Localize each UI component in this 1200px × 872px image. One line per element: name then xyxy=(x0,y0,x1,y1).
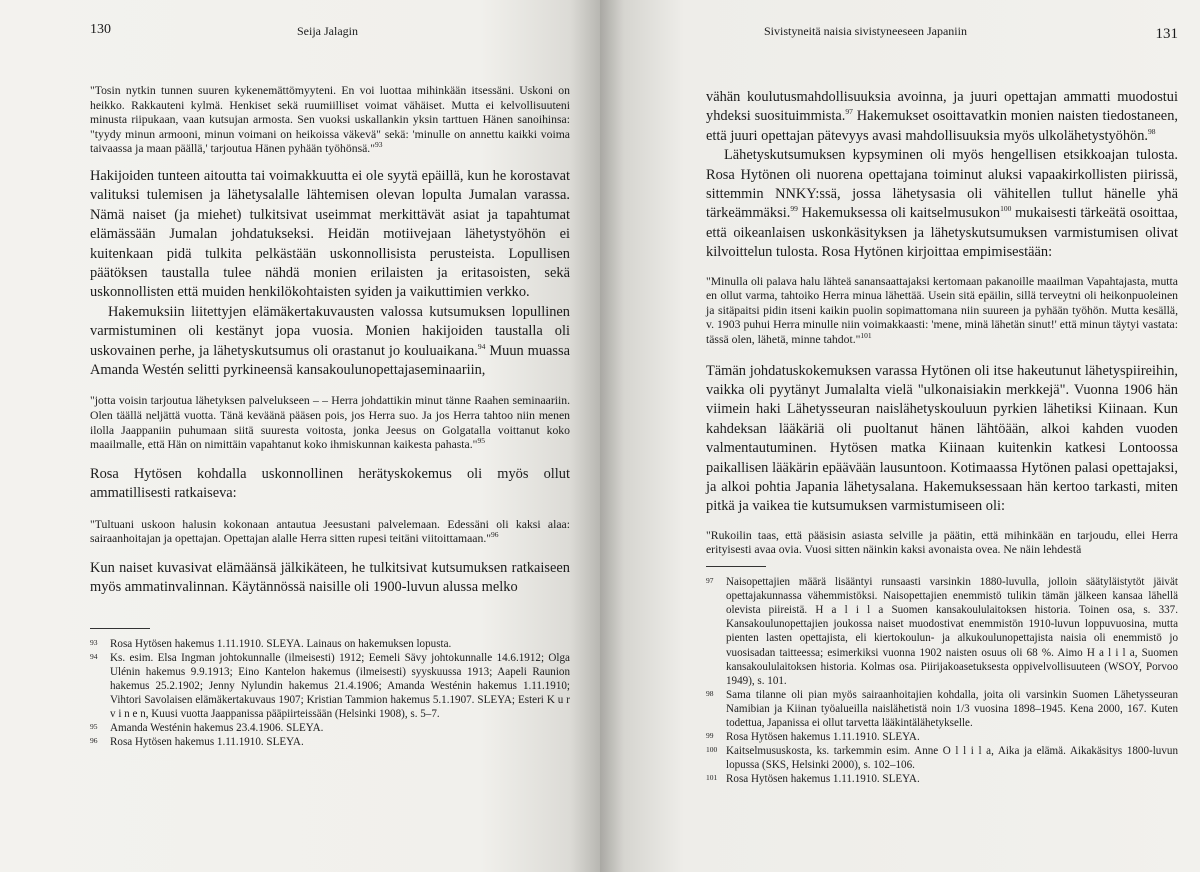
footnote: 93 Rosa Hytösen hakemus 1.11.1910. SLEYA. Lainaus on hakemuksen lopusta. xyxy=(90,637,452,650)
left-page-number: 130 xyxy=(90,22,111,37)
right-paragraph-3: Tämän johdatuskokemuksen varassa Hytönen oli itse hakeutunut lähetyspiireihin, vaikka oli pyytänyt Jumalalta vielä "ulkonaisiakin merkkejä". Vuonna 1906 hän viimein haki Lähetysseuran naislähetyskouluun pyrkien lähetiksi Kiinaan. Kun kahdeksan lääkäriä oli puoltanut hänen lähtöään, alkoi kahden vuoden valmentautuminen. Hytösen matka Kiinaan kuitenkin katkesi Lontoossa paikallisen lääkärin epäävään lausuntoon. Kotimaassa Hytönen palasi opettajaksi, ja alkoi pohtia Japania lähetysalana. Hakemuksessaan hän kertoo tarkasti, miten pitkä ja vaikea tie kutsumuksen varmistumiseen oli: xyxy=(706,362,1178,515)
footnote-ref: 95 xyxy=(477,436,485,446)
footnote: 99 Rosa Hytösen hakemus 1.11.1910. SLEYA. xyxy=(706,731,920,744)
right-footnotes xyxy=(706,575,1178,786)
right-paragraph-2: Lähetyskutsumuksen kypsyminen oli myös hengellisen etsikkoajan tulosta. Rosa Hytönen oli nuorena opettajana toiminut aluksi vapaakirkollisten piirissä, sittemmin NNKY:ssä, jossa lähetysasia oli vähitellen tullut hänelle yhä tärkeämmäksi.$^{99}$ Hakemuksessa oli kaitselmusukon$^{100}$ mukaisesti tärkeätä osoittaa, että oikeanlaisen uskonkäsityksen ja lähetyskutsumuksen varmistumisen olivat kilvoittelun tulosta. Rosa Hytönen kirjoittaa empimisestään: xyxy=(706,147,1178,261)
footnote: 96 Rosa Hytösen hakemus 1.11.1910. SLEYA. xyxy=(90,736,304,749)
right-paragraph-1: vähän koulutusmahdollisuuksia avoinna, ja juuri opettajan ammatti muodostui yhdeksi suosituimmista.$^{97}$ Hakemukset osoittavatkin monien naisten tiedostaneen, että juuri opettajan pätevyys avasi mahdollisuuksia myös ulkolähetystyöhön.$^{98}$ xyxy=(706,89,1178,144)
left-quote-1: "Tosin nytkin tunnen suuren kykenemättömyyteni. En voi luottaa mihinkään itsessäni. Uskoni on heikko. Rakkauteni kylmä. Henkiset sekä ruumiilliset voimat vähäiset. Mutta ei kelvollisuuteni minusta riipukaan, vaan kutsujan armosta. Sen vuoksi uskallankin yksin tarttuen Hänen sanoihinsa: "tyydy minun armooni, minun voimani on heikoissa väkevä" sekä: 'minulle on annettu kaikki voima taivaassa ja maan päällä,' tarjoutua Hänen pyhään työhönsä."$^{93}$ xyxy=(90,84,570,156)
footnote-ref: 100 xyxy=(1000,204,1012,214)
left-running-head xyxy=(90,20,570,50)
footnote: 94 Ks. esim. Elsa Ingman johtokunnalle (ilmeisesti) 1912; Eemeli Sävy johtokunnalle 14.6.1912; Olga Ulénin hakemus 9.9.1913; Eino Kantelon hakemus (ilmeisesti) syyskuussa 1913; Aapeli Raunion hakemus 25.2.1902; Jenny Nylundin hakemus 21.4.1906; Amanda Westénin hakemus 1.11.1910; Vihtori Savolaisen elämäkertakuvaus 1907; Kristian Tammion hakemus 5.1.1907. SLEYA; Esteri K u r v i n e n, Kuusi vuotta Jaappanissa pääpiirteissään (Helsinki 1908), s. 5–7. xyxy=(90,651,570,721)
right-quote-2: "Rukoilin taas, että pääsisin asiasta selville ja päätin, että mihinkään en tarjoudu, ellei Herra erityisesti avaa ovia. Vuosi sitten näinkin kaksi avonaista ovea. Ne näin lehdestä xyxy=(706,528,1178,557)
right-page xyxy=(600,0,1200,872)
left-quote-2: "jotta voisin tarjoutua lähetyksen palvelukseen – – Herra johdattikin minut tänne Raahen seminaariin. Olen täällä neljättä vuotta. Tänä keväänä pääsen pois, jos Herra suo. Ja jos Herra tahtoo niin menen ilolla Jaappaniin puhumaan siitä suuresta voitosta, jonka Jeesus on Golgatalla voittanut koko maailmalle, että Hän on nimittäin vapahtanut koko ihmiskunnan kaikesta pahasta."$^{95}$ xyxy=(90,394,570,452)
left-footnotes xyxy=(90,637,570,750)
left-quote-3: "Tultuani uskoon halusin kokonaan antautua Jeesustani palvelemaan. Edessäni oli kaksi alaa: sairaanhoitajan ja opettajan. Opettajan alalle Herra sitten rupesi teitäni viitoittamaan."$^{96}$ xyxy=(90,517,570,546)
right-running-head xyxy=(706,20,1178,50)
right-footnote-rule xyxy=(706,566,766,567)
left-paragraph-2: Hakemuksiin liitettyjen elämäkertakuvausten valossa kutsumuksen lopullinen varmistuminen oli kestänyt jopa vuosia. Monien hakijoiden taustalla oli uskovainen perhe, ja lähetyskutsumus oli orastanut jo kouluaikana.$^{94}$ Muun muassa Amanda Westén selitti pyrkineensä kansakoulunopettajaseminaariin, xyxy=(90,303,570,379)
right-running-head-title: Sivistyneitä naisia sivistyneeseen Japaniin xyxy=(764,24,967,38)
footnote-ref: 96 xyxy=(491,530,499,540)
left-footnote-rule xyxy=(90,628,150,629)
left-paragraph-1: Hakijoiden tunteen aitoutta tai voimakkuutta ei ole syytä epäillä, kun he korostavat valituksi tulemisen ja lähetysalalle lähtemisen olevan lopulta Jumalan varassa. Nämä naiset (ja miehet) tulkitsivat useimmat merkittävät asiat ja tapahtumat elämässään Jumalan johdatukseksi. Heidän motiivejaan lähetystyöhön ei kuitenkaan pidä tulkita pelkästään uskonnollisista perusteista. Lopullisen päätöksen taustalla tulee nähdä monien erilaisten ja eritasoisten, sekä uskonnollisten että muiden henkilökohtaisten syiden ja vaikuttimien verkko. xyxy=(90,167,570,301)
footnote: 100 Kaitselmususkosta, ks. tarkemmin esim. Anne O l l i l a, Aika ja elämä. Aikakäsitys 1800-luvun lopussa (SKS, Helsinki 2000), s. 102–106. xyxy=(706,745,1178,772)
footnote: 95 Amanda Westénin hakemus 23.4.1906. SLEYA. xyxy=(90,722,324,735)
footnote-ref: 101 xyxy=(860,331,872,341)
footnote-ref: 98 xyxy=(1148,127,1156,137)
footnote-ref: 93 xyxy=(375,140,383,150)
footnote: 101 Rosa Hytösen hakemus 1.11.1910. SLEYA. xyxy=(706,773,920,786)
footnote: 97 Naisopettajien määrä lisääntyi runsaasti varsinkin 1880-luvulla, jolloin säätyläistytöt jäivät opettajakunnassa vähemmistöksi. Naisopettajien enemmistö tulikin tämän jälkeen kansaa lähellä olevista piireistä. H a l i l a Suomen kansakoululaitoksen historia. Toinen osa, s. 337. Kansakoulunopettajien joukossa naiset muodostivat enemmistön 1910-luvun loppuvuosina, mutta pienten lasten opettajista, eli kiertokoulun- ja alkukoulunopettajista naisia oli enemmistö jo vuosisadan taitteessa; esimerkiksi vuonna 1902 naisten osuus oli 68 %. Aimo H a l i l a, Suomen kansakoululaitoksen historia. Kolmas osa. Piirijakoasetuksesta oppivelvollisuuteen (WSOY, Porvoo 1949), s. 101. xyxy=(706,576,1178,687)
left-running-head-title: Seija Jalagin xyxy=(297,24,358,38)
footnote-ref: 97 xyxy=(845,107,853,117)
left-paragraph-3: Rosa Hytösen kohdalla uskonnollinen herätyskokemus oli myös ollut ammatillisesti ratkaiseva: xyxy=(90,465,570,502)
footnote-ref: 94 xyxy=(477,341,486,351)
right-quote-1: "Minulla oli palava halu lähteä sanansaattajaksi kertomaan pakanoille maailman Vapahtajasta, mutta en ollut varma, tahtoiko Herra minua lähettää. Usein sitä epäilin, sillä terveytni oli heikonpuoleinen ja sitäpaitsi pidin itseni kaikin puolin sopimattomana niin suureen ja pyhään työhön. Mutta kesällä, v. 1903 puhui Herra minulle niin voimakkaasti: 'mene, minä lähetän sinut!' että minun täytyi vastata: tässä olen, lähetä, minne tahdot."$^{101}$ xyxy=(706,274,1178,347)
footnote: 98 Sama tilanne oli pian myös sairaanhoitajien kohdalla, joita oli varsinkin Suomen Lähetysseuran Namibian ja Kiinan työalueilla naislähetistä noin 1/3 vuosina 1898–1945. Kena 2000, 167. Kuten todettua, Japanissa ei ollut tarvetta lääkintälähetykselle. xyxy=(706,688,1178,729)
right-page-number: 131 xyxy=(1155,26,1178,42)
footnote-ref: 99 xyxy=(790,204,798,214)
left-paragraph-4: Kun naiset kuvasivat elämäänsä jälkikäteen, he tulkitsivat kutsumuksen ratkaiseen myös ammatinvalinnan. Käytännössä naisille oli 1900-luvun alussa melko xyxy=(90,559,570,596)
